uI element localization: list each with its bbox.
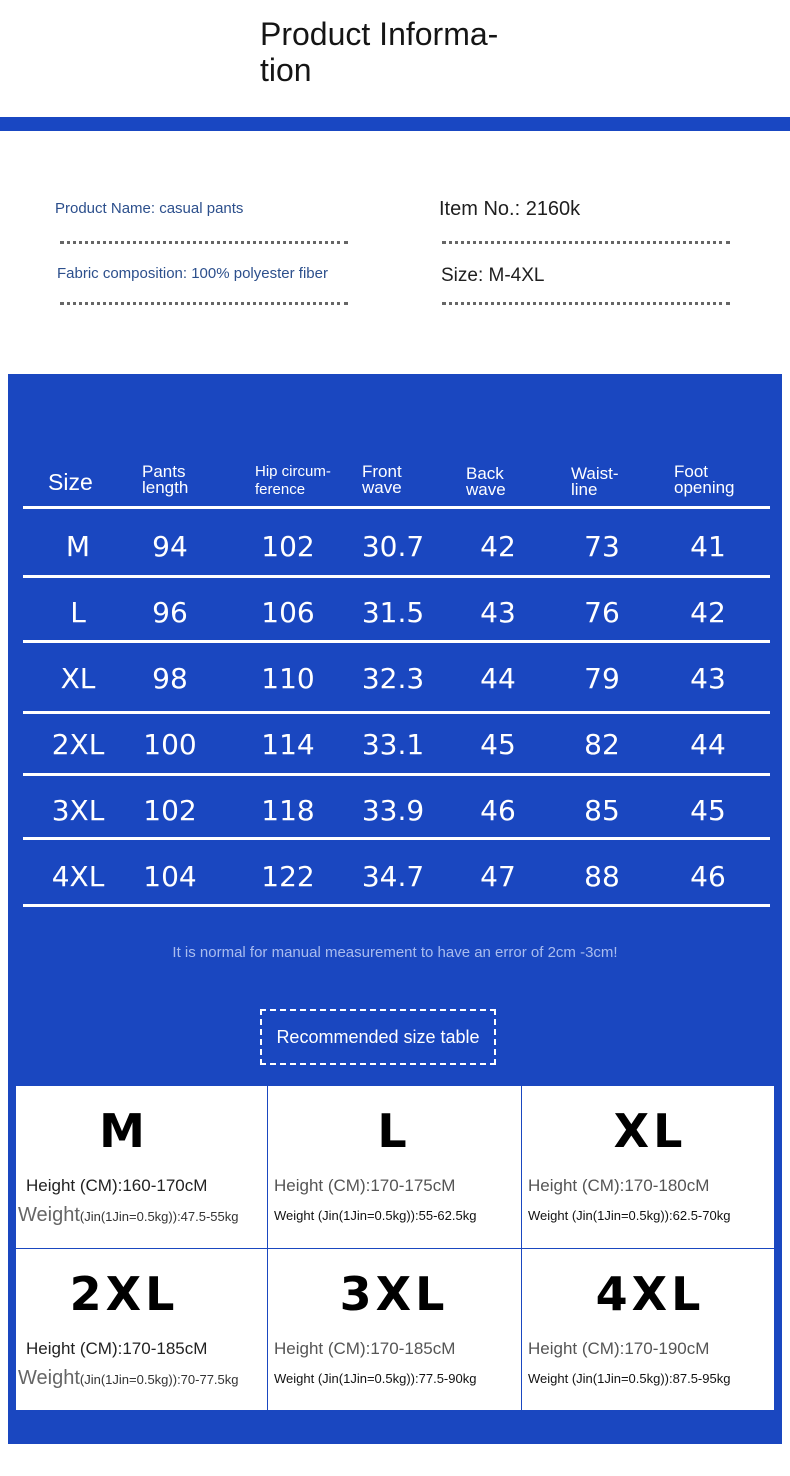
recommended-height: Height (CM):160-170cM	[26, 1176, 208, 1195]
recommended-weight	[18, 1204, 239, 1227]
table-cell: 42	[690, 596, 726, 629]
table-cell: 31.5	[361, 596, 425, 629]
table-cell: 42	[480, 530, 516, 563]
table-cell: 4XL	[51, 860, 105, 893]
recommended-weight	[274, 1371, 476, 1386]
table-cell: 100	[143, 728, 197, 761]
grid-divider	[16, 1248, 774, 1249]
table-cell: 102	[143, 794, 197, 827]
recommended-height: Height (CM):170-185cM	[274, 1339, 456, 1358]
table-cell: 32.3	[361, 662, 425, 695]
table-cell: 98	[152, 662, 188, 695]
recommended-size-letter: 3XL	[339, 1267, 449, 1321]
table-cell: 82	[584, 728, 620, 761]
item-number: Item No.: 2160k	[439, 198, 581, 220]
table-cell: 45	[480, 728, 516, 761]
table-cell: XL	[60, 662, 96, 695]
table-divider	[23, 837, 770, 840]
table-divider	[23, 711, 770, 714]
table-cell: 96	[152, 596, 188, 629]
table-cell: 118	[261, 794, 315, 827]
recommended-size-letter: 2XL	[69, 1267, 179, 1321]
table-cell: 122	[261, 860, 315, 893]
dotted-divider	[442, 302, 730, 305]
header-divider-bar	[0, 117, 790, 131]
table-cell: 33.1	[361, 728, 425, 761]
table-cell: 114	[261, 728, 315, 761]
recommended-weight	[18, 1367, 239, 1390]
recommended-height: Height (CM):170-180cM	[528, 1176, 710, 1195]
measurement-note: It is normal for manual measurement to have an error of 2cm -3cm!	[172, 944, 618, 961]
recommended-size-text: Recommended size table	[276, 1026, 480, 1047]
header-waistline: Waist- line	[571, 464, 619, 499]
page-title-text: Product Informa- tion	[260, 16, 499, 88]
table-divider	[23, 640, 770, 643]
table-cell: 85	[584, 794, 620, 827]
table-cell: 104	[143, 860, 197, 893]
recommended-height: Height (CM):170-185cM	[26, 1339, 208, 1358]
table-cell: 94	[152, 530, 188, 563]
header-pants-length: Pants length	[142, 462, 189, 497]
dotted-divider	[60, 302, 348, 305]
table-cell: L	[70, 596, 86, 629]
recommended-size-letter: XL	[613, 1104, 687, 1158]
recommended-weight-value: (Jin(1Jin=0.5kg)):47.5-55kg	[79, 1209, 239, 1224]
table-cell: 45	[690, 794, 726, 827]
recommended-weight-prefix: Weight	[18, 1367, 80, 1389]
table-cell: 79	[584, 662, 620, 695]
table-cell: 88	[584, 860, 620, 893]
header-front-wave: Front wave	[362, 462, 402, 497]
recommended-size-letter: 4XL	[595, 1267, 705, 1321]
table-cell: 2XL	[51, 728, 105, 761]
table-cell: 44	[480, 662, 516, 695]
header-hip-circumference: Hip circum- ference	[255, 463, 331, 498]
recommended-weight	[528, 1371, 730, 1386]
recommended-size-label	[260, 1009, 496, 1065]
table-cell: 3XL	[51, 794, 105, 827]
product-name: Product Name: casual pants	[55, 200, 244, 217]
page-title	[260, 16, 560, 88]
recommended-size-letter: L	[377, 1104, 411, 1158]
size-range: Size: M-4XL	[441, 265, 545, 286]
recommended-weight-prefix: Weight	[18, 1204, 80, 1226]
recommended-weight	[528, 1208, 730, 1223]
table-cell: 43	[690, 662, 726, 695]
fabric-composition: Fabric composition: 100% polyester fiber	[57, 265, 328, 282]
recommended-size-grid	[16, 1086, 774, 1410]
recommended-weight-value: Weight (Jin(1Jin=0.5kg)):87.5-95kg	[528, 1371, 731, 1386]
recommended-size-letter: M	[99, 1104, 149, 1158]
recommended-weight-value: Weight (Jin(1Jin=0.5kg)):62.5-70kg	[528, 1208, 731, 1223]
table-cell: 34.7	[361, 860, 425, 893]
table-divider	[23, 575, 770, 578]
table-cell: 43	[480, 596, 516, 629]
header-size: Size	[48, 469, 93, 495]
table-cell: 33.9	[361, 794, 425, 827]
table-cell: 110	[261, 662, 315, 695]
recommended-weight-value: Weight (Jin(1Jin=0.5kg)):55-62.5kg	[274, 1208, 477, 1223]
recommended-weight-value: (Jin(1Jin=0.5kg)):70-77.5kg	[79, 1372, 239, 1387]
table-cell: M	[65, 530, 91, 563]
table-cell: 41	[690, 530, 726, 563]
header-back-wave: Back wave	[466, 464, 506, 499]
table-cell: 76	[584, 596, 620, 629]
table-cell: 46	[690, 860, 726, 893]
dotted-divider	[442, 241, 730, 244]
table-cell: 102	[261, 530, 315, 563]
table-divider	[23, 904, 770, 907]
header-foot-opening: Foot opening	[674, 462, 735, 497]
recommended-height: Height (CM):170-190cM	[528, 1339, 710, 1358]
table-cell: 30.7	[361, 530, 425, 563]
table-cell: 47	[480, 860, 516, 893]
recommended-height: Height (CM):170-175cM	[274, 1176, 456, 1195]
table-cell: 73	[584, 530, 620, 563]
table-divider	[23, 506, 770, 509]
recommended-weight	[274, 1208, 476, 1223]
table-cell: 106	[261, 596, 315, 629]
recommended-weight-value: Weight (Jin(1Jin=0.5kg)):77.5-90kg	[274, 1371, 477, 1386]
dotted-divider	[60, 241, 348, 244]
table-divider	[23, 773, 770, 776]
table-cell: 44	[690, 728, 726, 761]
table-cell: 46	[480, 794, 516, 827]
